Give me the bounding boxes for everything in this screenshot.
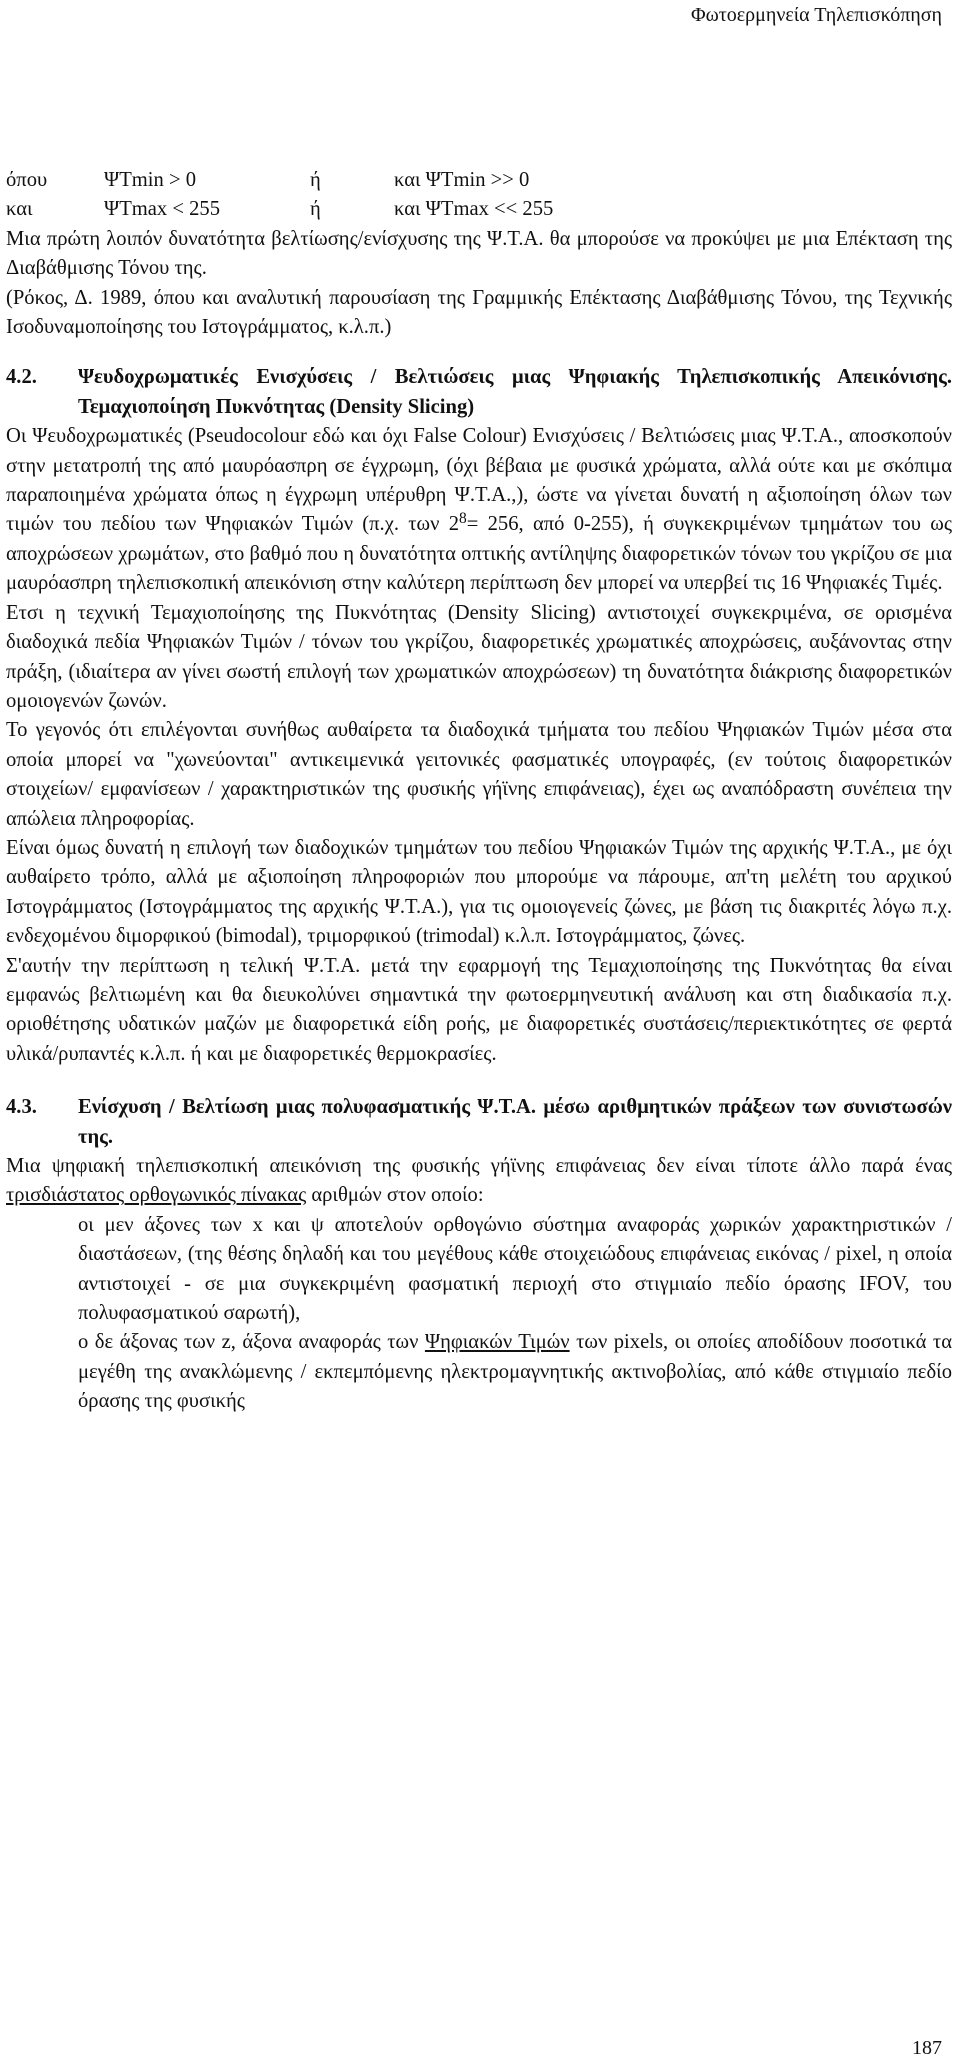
condition-alt: και ΨTmax << 255	[394, 198, 554, 221]
section-heading-4-2	[6, 363, 952, 422]
section-title: Ψευδοχρωματικές Ενισχύσεις / Βελτιώσεις μιας Ψηφιακής Τηλεπισκοπικής Απεικόνισης. Τεμαχιοποίηση Πυκνότητας (Density Slicing)	[78, 366, 952, 418]
condition-row	[6, 166, 952, 195]
paragraph-result: Σ'αυτήν την περίπτωση η τελική Ψ.Τ.Α. μετά την εφαρμογή της Τεμαχιοποίησης της Πυκνότητας θα είναι εμφανώς βελτιωμένη και θα διευκολύνει σημαντικά την φωτοερμηνευτική ανάλυση και στη διαδικασία π.χ. οριοθέτησης υδατικών μαζών με διαφορετικά είδη ροής, με διαφορετικές συστάσεις/περιεκτικότητες σε φερτά υλικά/ρυπαντές κ.λ.π. ή και με διαφορετικές θερμοκρασίες.	[6, 954, 952, 1065]
text-run: Μια ψηφιακή τηλεπισκοπική απεικόνιση της φυσικής γήϊνης επιφάνειας δεν είναι τίποτε άλλο παρά ένας	[6, 1155, 952, 1177]
paragraph-xy-axes: οι μεν άξονες των x και ψ αποτελούν ορθογώνιο σύστημα αναφοράς χωρικών χαρακτηριστικών / διαστάσεων, (της θέσης δηλαδή και του μεγέθους κάθε στοιχειώδους επιφάνειας εικόνας / pixel, η οποία αντιστοιχεί - σε μια συγκεκριμένη φασματική περιοχή στο στιγμιαίο πεδίο όρασης IFOV, του πολυφασματικού σαρωτή),	[78, 1213, 952, 1325]
condition-lead: και	[6, 198, 33, 221]
condition-lead: όπου	[6, 169, 48, 191]
section-number: 4.3.	[6, 1096, 37, 1119]
text-run: Οι Ψευδοχρωματικές (Pseudocolour εδώ και όχι False Colour) Ενισχύσεις / Βελτιώσεις μιας Ψ.Τ.Α., αποσκοπούν στην μετατροπή της από μαυρόασπρη σε έγχρωμη, (όχι βέβαια με φυσικά χρώματα, αλλά ούτε και με σκόπιμα παραποιημένα χρώματα όπως η έγχρωμη υπέρυθρη Ψ.Τ.Α.,), ώστε να γίνεται δυνατή η αξιοποίηση όλων των τιμών του πεδίου των Ψηφιακών Τιμών (π.χ. των 2	[6, 425, 952, 536]
running-header: Φωτοερμηνεία Τηλεπισκόπηση	[690, 4, 942, 26]
paragraph-reference: (Ρόκος, Δ. 1989, όπου και αναλυτική παρουσίαση της Γραμμικής Επέκτασης Διαβάθμισης Τόνου, της Τεχνικής Ισοδυναμοποίησης του Ιστογράμματος, κ.λ.π.)	[6, 286, 952, 339]
section-number: 4.2.	[6, 366, 37, 389]
text-run: = 256, από 0-255), ή συγκεκριμένων τμημάτων του ως αποχρώσεων χρωμάτων, στο βαθμό που η δυνατότητα οπτικής αντίληψης διαφορετικών τόνων του γκρίζου σε μια μαυρόασπρη τηλεπισκοπική απεικόνιση στην καλύτερη περίπτωση δεν μπορεί να υπερβεί τις 16 Ψηφιακές Τιμές.	[6, 513, 952, 595]
section-heading-4-3	[6, 1093, 952, 1152]
paragraph-matrix-definition	[6, 1152, 952, 1211]
paragraph-histogram-selection: Είναι όμως δυνατή η επιλογή των διαδοχικών τμημάτων του πεδίου Ψηφιακών Τιμών της αρχικής Ψ.Τ.Α., με όχι αυθαίρετο τρόπο, αλλά με αξιοποίηση πληροφοριών που μπορούμε να πάρουμε, απ'τη μελέτη του αρχικού Ιστογράμματος (Ιστογράμματος της αρχικής Ψ.Τ.Α.), για τις ομοιογενείς ζώνες, με βάση τις διακριτές λόγω π.χ. ενδεχομένου διμορφικού (bimodal), τριμορφικού (trimodal) κ.λ.π. Ιστογράμματος, ζώνες.	[6, 836, 952, 948]
paragraph-z-axis	[6, 1328, 952, 1416]
underlined-term: Ψηφιακών Τιμών	[424, 1331, 570, 1354]
condition-alt: και ΨTmin >> 0	[394, 169, 530, 191]
condition-or: ή	[310, 169, 321, 191]
page-number: 187	[912, 2037, 942, 2059]
paragraph-arbitrary-selection: Το γεγονός ότι επιλέγονται συνήθως αυθαίρετα τα διαδοχικά τμήματα του πεδίου Ψηφιακών Τιμών μέσα στα οποία μπορεί να "χωνεύονται" αντικειμενικά γειτονικές φασματικές υπογραφές, (εν τούτοις διαφορετικών στοιχείων/ εμφανίσεων / χαρακτηριστικών της φυσικής γήϊνης επιφάνειας), έχει ως αναπόδραστη συνέπεια την απώλεια πληροφορίας.	[6, 719, 952, 830]
page-body	[6, 166, 952, 1417]
text-run: των pixels, οι οποίες αποδίδουν ποσοτικά τα μεγέθη της ανακλώμενης / εκπεμπόμενης ηλεκτρομαγνητικής ακτινοβολίας, από κάθε στιγμιαίο πεδίο όρασης της φυσικής	[78, 1331, 952, 1413]
condition-row	[6, 195, 952, 224]
text-run: ο δε άξονας των z, άξονα αναφοράς των	[78, 1331, 425, 1354]
condition-min: ΨTmin > 0	[104, 169, 197, 191]
paragraph-pseudocolour	[6, 422, 952, 598]
section-title: Ενίσχυση / Βελτίωση μιας πολυφασματικής Ψ.Τ.Α. μέσω αριθμητικών πράξεων των συνιστωσών της.	[78, 1096, 952, 1148]
condition-max: ΨTmax < 255	[104, 198, 221, 221]
text-run: αριθμών στον οποίο:	[306, 1184, 484, 1207]
condition-or: ή	[310, 198, 321, 221]
paragraph-enhancement-intro: Μια πρώτη λοιπόν δυνατότητα βελτίωσης/ενίσχυσης της Ψ.Τ.Α. θα μπορούσε να προκύψει με μια Επέκταση της Διαβάθμισης Τόνου της.	[6, 227, 952, 280]
underlined-term: τρισδιάστατος ορθογωνικός πίνακας	[6, 1184, 307, 1207]
paragraph-density-slicing: Ετσι η τεχνική Τεμαχιοποίησης της Πυκνότητας (Density Slicing) αντιστοιχεί συγκεκριμένα, σε ορισμένα διαδοχικά πεδία Ψηφιακών Τιμών / τόνων του γκρίζου, διαφορετικές χρωματικές αποχρώσεις, αυξάνοντας στην πράξη, (ιδιαίτερα αν γίνει σωστή επιλογή των χρωματικών αποχρώσεων) τη δυνατότητα διάκρισης διαφορετικών ομοιογενών ζωνών.	[6, 601, 952, 712]
superscript: 8	[459, 510, 467, 528]
